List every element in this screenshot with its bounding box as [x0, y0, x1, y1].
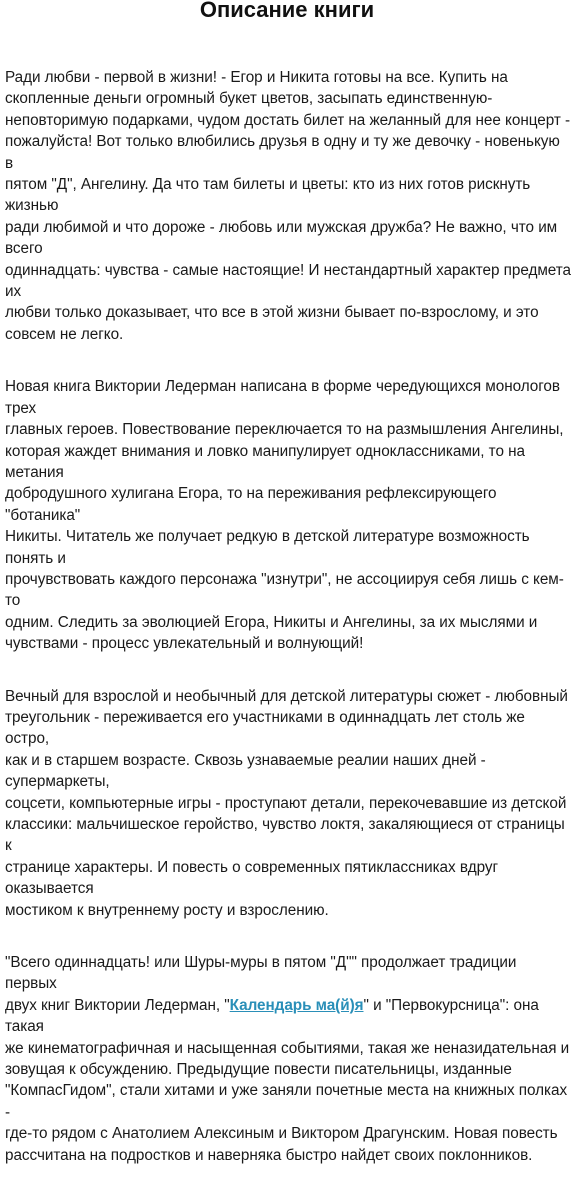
book-description	[5, 67, 571, 1197]
description-paragraph-4	[5, 952, 571, 1166]
description-paragraph-2: Новая книга Виктории Ледерман написана в форме чередующихся монологов трех главных героев. Повествование переключается то на размышления Ангелины, которая жаждет внимания и ловко манипулирует одноклассниками, то на метания добродушного хулигана Егора, то на переживания рефлексирующего "ботаника" Никиты. Читатель же получает редкую в детской литературе возможность понять и прочувствовать каждого персонажа "изнутри", не ассоциируя себя лишь с кем-то одним. Следить за эволюцией Егора, Никиты и Ангелины, за их мыслями и чувствами - процесс увлекательный и волнующий!	[5, 378, 564, 653]
calendar-book-link[interactable]: Календарь ма(й)я	[229, 996, 364, 1014]
description-paragraph-3: Вечный для взрослой и необычный для детской литературы сюжет - любовный треугольник - переживается его участниками в одиннадцать лет столь же остро, как и в старшем возрасте. Сквозь узнаваемые реалии наших дней - супермаркеты, соцсети, компьютерные игры - проступают детали, перекочевавшие из детской классики: мальчишеское геройство, чувство локтя, закаляющиеся от страницы к странице характеры. И повесть о современных пятиклассниках вдруг оказывается мостиком к внутреннему росту и взрослению.	[5, 687, 568, 919]
paragraph-4-text-before: "Всего одиннадцать! или Шуры-муры в пятом "Д"" продолжает традиции первых двух книг Виктории Ледерман, "	[5, 954, 517, 1014]
paragraph-4-text-after: " и "Первокурсница": она такая же кинематографичная и насыщенная событиями, такая же неназидательная и зовущая к обсуждению. Предыдущие повести писательницы, изданные "КомпасГидом", стали хитами и уже заняли почетные места на книжных полках - где-то рядом с Анатолием Алексиным и Виктором Драгунским. Новая повесть рассчитана на подростков и наверняка быстро найдет своих поклонников.	[5, 996, 570, 1164]
description-paragraph-1: Ради любви - первой в жизни! - Егор и Никита готовы на все. Купить на скопленные деньги огромный букет цветов, засыпать единственную- неповторимую подарками, чудом достать билет на желанный для нее концерт - пожалуйста! Вот только влюбились друзья в одну и ту же девочку - новенькую в пятом "Д", Ангелину. Да что там билеты и цветы: кто из них готов рискнуть жизнью ради любимой и что дороже - любовь или мужская дружба? Не важно, что им всего одиннадцать: чувства - самые настоящие! И нестандартный характер предмета их любви только доказывает, что все в этой жизни бывает по-взрослому, и это совсем не легко.	[5, 69, 571, 343]
page-title: Описание книги	[199, 0, 375, 22]
